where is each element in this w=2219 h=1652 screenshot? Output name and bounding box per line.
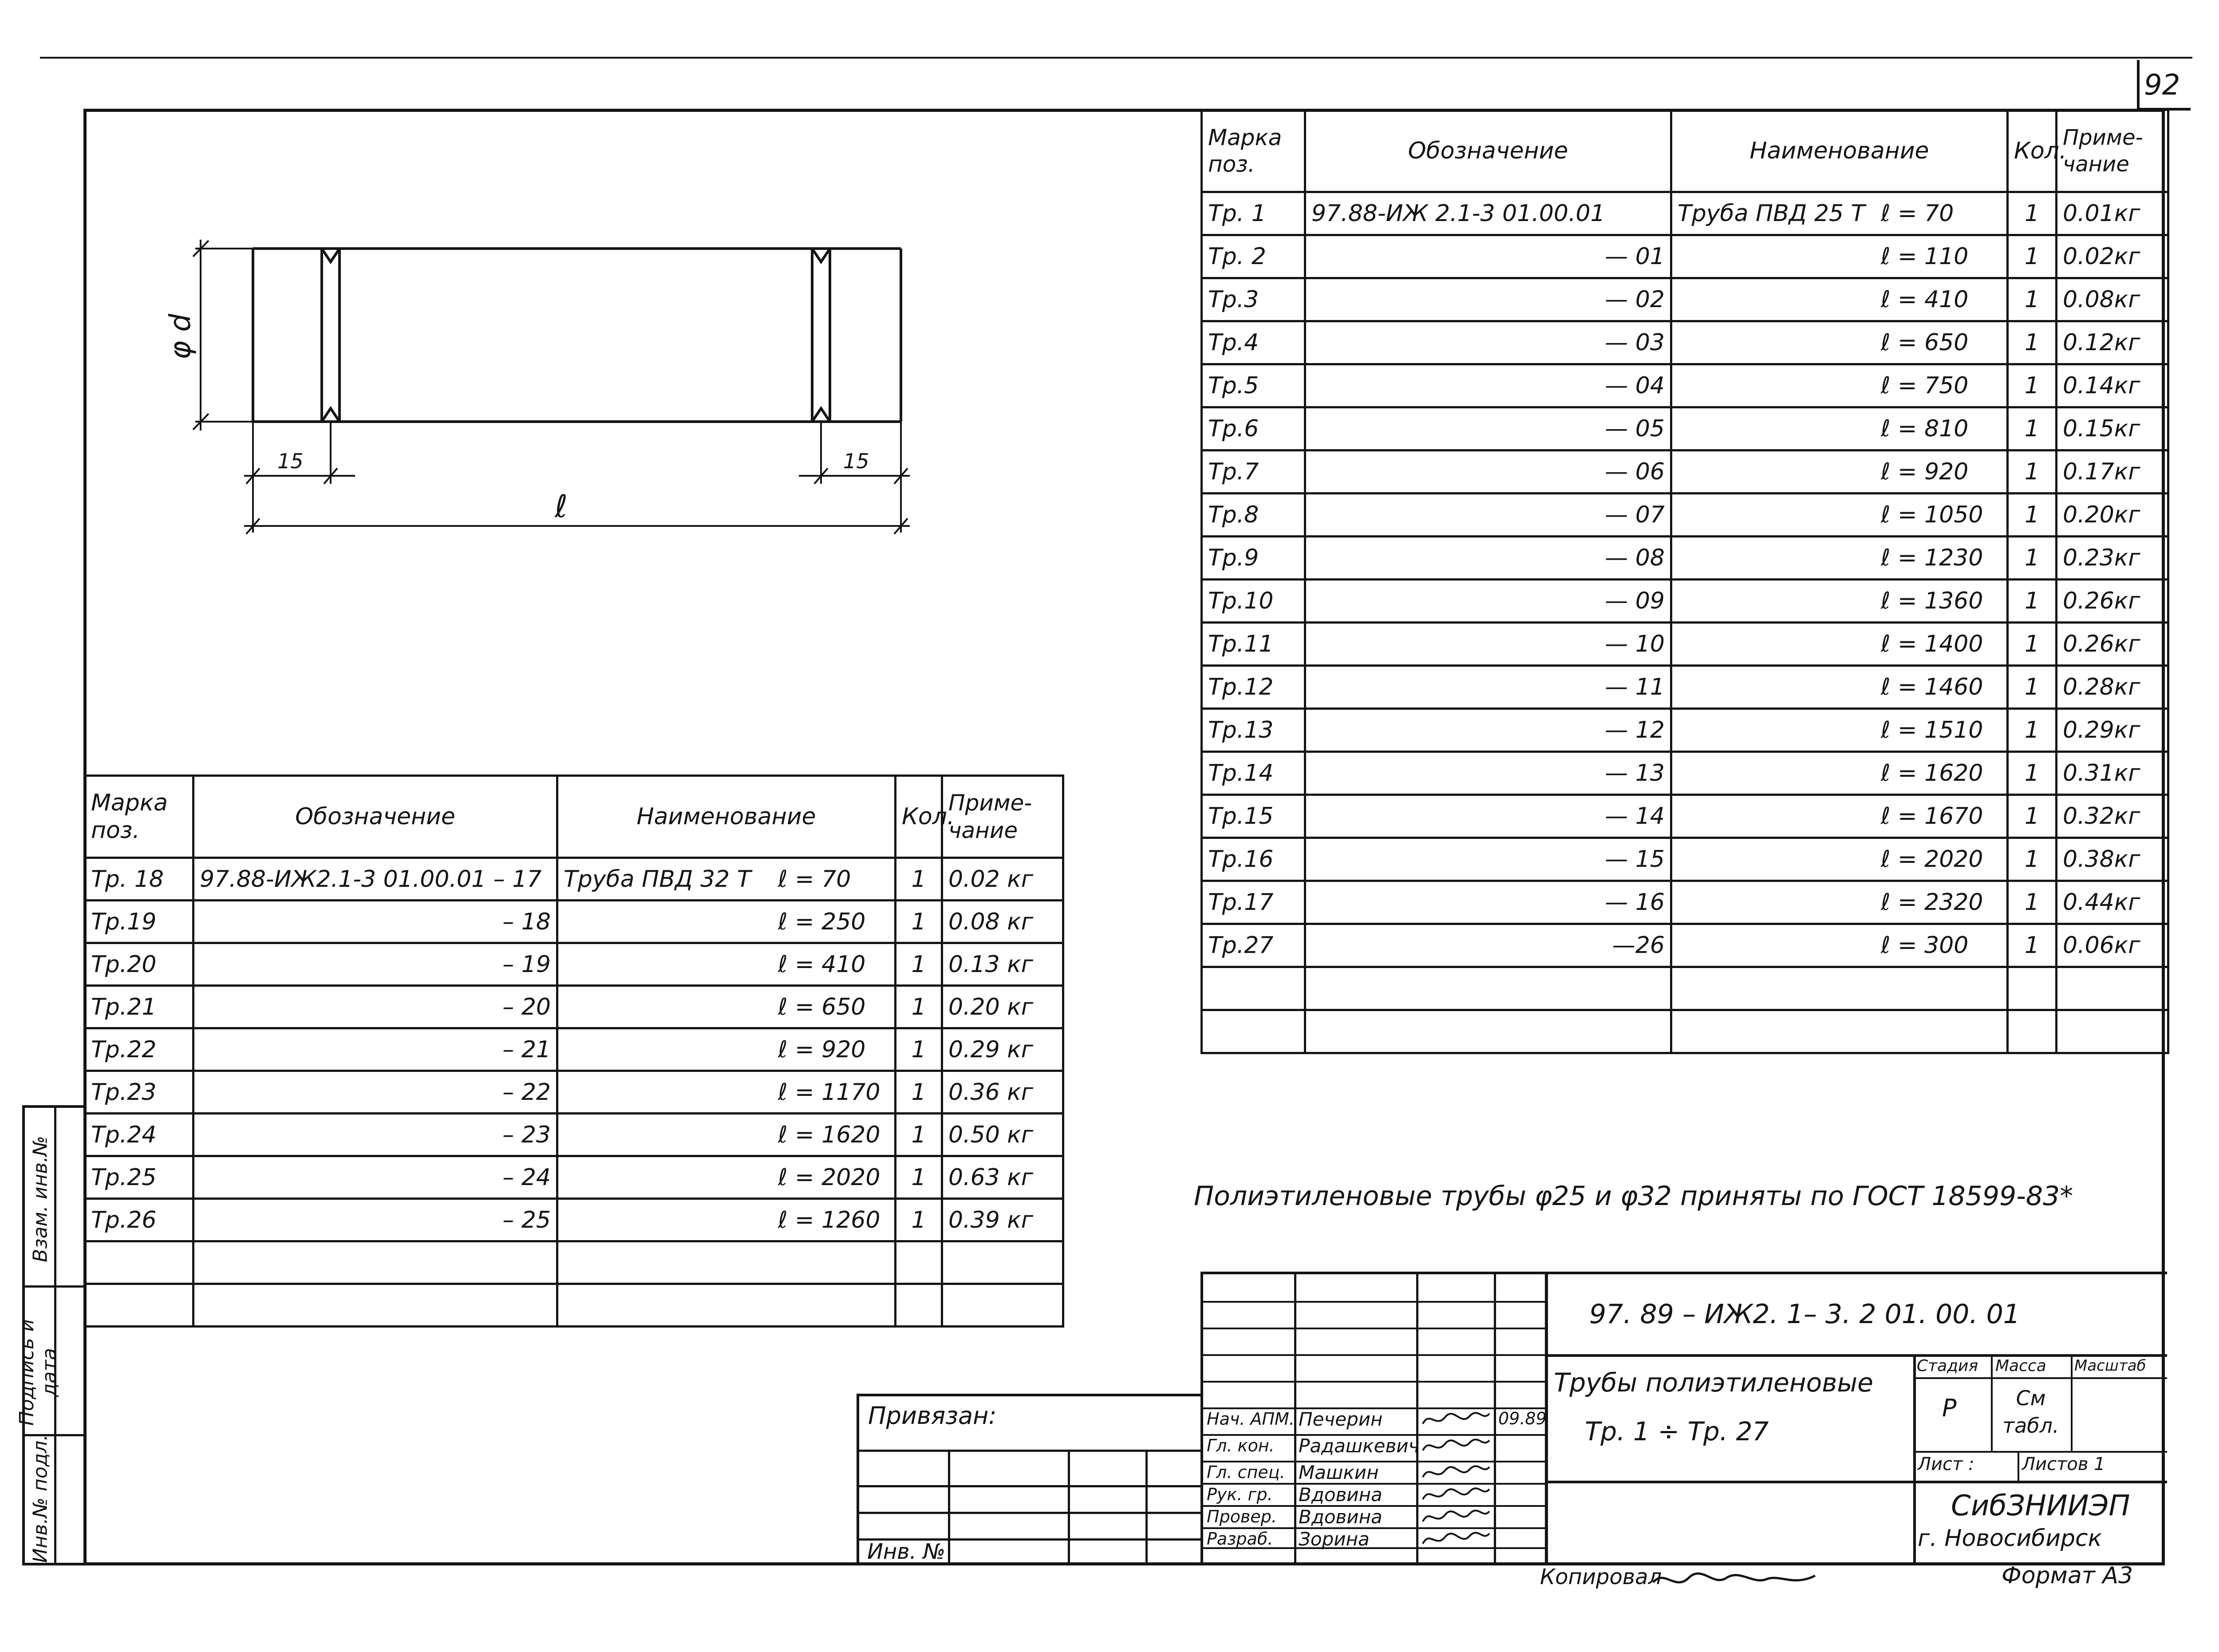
table-row [1202,580,2168,623]
pipe-name: Труба ПВД 32 Т [564,866,751,893]
title-block [1200,1272,2167,1565]
cell-qty [896,1241,942,1284]
scale-label: Масштаб [2074,1357,2146,1375]
header-qty: Кол. [896,776,942,858]
cell-note: 0.01кг [2057,192,2168,235]
table-row [85,1241,1063,1284]
cell-designation: – 21 [193,1028,557,1071]
cell-pos-mark: Тр.5 [1202,364,1305,407]
cell-pos-mark: Тр.12 [1202,666,1305,709]
top-guide-line [40,57,2192,59]
signer-role: Нач. АПМ. [1207,1409,1295,1429]
cell-note: 0.17кг [2057,451,2168,494]
table-row [1202,795,2168,838]
pipe-length: ℓ = 1230 [1881,545,1983,571]
cell-name [1671,321,2008,364]
cell-note: 0.14кг [2057,364,2168,407]
pipe-length: ℓ = 1510 [1881,717,1983,743]
signer-role: Гл. спец. [1207,1462,1285,1482]
signature-mark [1421,1528,1492,1550]
cell-name [557,1241,896,1284]
cell-pos-mark: Тр.17 [1202,881,1305,924]
page-number-box [2137,60,2191,111]
pipe-length: ℓ = 1620 [778,1121,880,1148]
signature-mark [1421,1506,1492,1528]
cell-note: 0.13 кг [942,943,1063,986]
cell-pos-mark: Тр. 2 [1202,235,1305,278]
cell-pos-mark: Тр.16 [1202,838,1305,881]
table-row [85,1114,1063,1156]
cell-name [557,1071,896,1114]
table-row [85,1028,1063,1071]
table-row [1202,752,2168,795]
table-row [85,1156,1063,1199]
cell-name [557,1156,896,1199]
cell-designation: — 11 [1305,666,1671,709]
sign-date: 09.89 [1498,1409,1547,1428]
doc-title-line1: Трубы полиэтиленовые [1554,1367,1873,1398]
pipe-length: ℓ = 2320 [1881,889,1983,916]
signer-name: Вдовина [1299,1506,1382,1528]
cell-name [1671,623,2008,666]
cell-name [1671,364,2008,407]
table-row [1202,1010,2168,1053]
cell-name [557,1114,896,1156]
pipe-length: ℓ = 920 [1881,458,1969,485]
cell-pos-mark: Тр.15 [1202,795,1305,838]
cell-note: 0.26кг [2057,580,2168,623]
cell-pos-mark: Тр.13 [1202,709,1305,752]
gost-note: Полиэтиленовые трубы φ25 и φ32 приняты по ГОСТ 18599-83* [1194,1181,2073,1212]
cell-designation [1305,1010,1671,1053]
binding-inv-label: Инв. № [867,1539,946,1564]
pipe-length: ℓ = 410 [1881,286,1969,313]
table-row [1202,967,2168,1010]
pipe-length: ℓ = 1670 [1881,803,1983,830]
pipe-length: ℓ = 410 [778,951,866,978]
cell-pos-mark: Тр.7 [1202,451,1305,494]
dim-15-left: 15 [277,449,304,473]
header-designation: Обозначение [1305,110,1671,192]
side-strip [16,1105,87,1565]
cell-designation: — 09 [1305,580,1671,623]
table-row [1202,321,2168,364]
cell-designation: 97.88-ИЖ2.1-3 01.00.01 – 17 [193,858,557,901]
cell-note: 0.08 кг [942,901,1063,943]
pipe-length: ℓ = 70 [1881,200,1954,227]
side-sign-date: Подпись и дата [16,1319,61,1426]
pipe-length: ℓ = 110 [1881,243,1969,270]
pipe-length: ℓ = 1260 [778,1206,880,1233]
header-mark: Марка поз. [1202,110,1305,192]
cell-pos-mark: Тр.23 [85,1071,193,1114]
cell-pos-mark [85,1241,193,1284]
cell-qty: 1 [2008,924,2057,967]
pipe-length: ℓ = 810 [1881,415,1969,442]
copier-signature [1651,1567,1820,1593]
side-inv-sub: Взам. инв.№ [29,1136,52,1262]
cell-qty: 1 [2008,838,2057,881]
pipe-length: ℓ = 1170 [778,1079,880,1106]
table-row [1202,709,2168,752]
header-name: Наименование [1671,110,2008,192]
table-row [1202,537,2168,580]
cell-pos-mark: Тр.24 [85,1114,193,1156]
cell-note: 0.08кг [2057,278,2168,321]
pipe-length: ℓ = 250 [778,908,866,935]
cell-qty: 1 [2008,364,2057,407]
cell-designation [193,1241,557,1284]
signer-name: Печерин [1299,1408,1383,1430]
pipe-length: ℓ = 650 [778,993,866,1020]
cell-name [557,858,896,901]
cell-name [557,943,896,986]
cell-designation: — 08 [1305,537,1671,580]
cell-qty: 1 [2008,709,2057,752]
cell-qty: 1 [2008,795,2057,838]
cell-qty: 1 [896,943,942,986]
format-label: Формат А3 [2002,1562,2133,1589]
pipe-length: ℓ = 1400 [1881,631,1983,657]
cell-note: 0.36 кг [942,1071,1063,1114]
table-row [1202,278,2168,321]
signer-role: Провер. [1207,1507,1277,1526]
signer-role: Гл. кон. [1207,1436,1275,1455]
cell-name [1671,838,2008,881]
cell-designation: — 03 [1305,321,1671,364]
cell-qty: 1 [2008,881,2057,924]
cell-pos-mark: Тр.11 [1202,623,1305,666]
cell-note: 0.06кг [2057,924,2168,967]
cell-qty: 1 [2008,407,2057,451]
cell-designation: — 06 [1305,451,1671,494]
cell-name [557,1028,896,1071]
cell-pos-mark: Тр.9 [1202,537,1305,580]
table-row [1202,881,2168,924]
cell-name [1671,278,2008,321]
cell-qty [2008,1010,2057,1053]
cell-qty: 1 [896,986,942,1028]
cell-qty: 1 [2008,192,2057,235]
cell-pos-mark: Тр.10 [1202,580,1305,623]
cell-designation: 97.88-ИЖ 2.1-3 01.00.01 [1305,192,1671,235]
cell-note: 0.23кг [2057,537,2168,580]
pipe-length: ℓ = 2020 [778,1164,880,1191]
cell-designation: — 02 [1305,278,1671,321]
cell-designation: — 01 [1305,235,1671,278]
sheets-label: Листов 1 [2022,1454,2105,1474]
cell-note: 0.28кг [2057,666,2168,709]
cell-designation: — 16 [1305,881,1671,924]
table-row [85,1199,1063,1241]
header-qty: Кол. [2008,110,2057,192]
cell-pos-mark: Тр. 18 [85,858,193,901]
cell-name [1671,795,2008,838]
cell-designation: – 19 [193,943,557,986]
cell-note: 0.38кг [2057,838,2168,881]
table-row [85,943,1063,986]
table-row [85,858,1063,901]
dim-15-right: 15 [843,449,869,473]
cell-note: 0.44кг [2057,881,2168,924]
pipe-length: ℓ = 1050 [1881,502,1983,528]
cell-designation: – 25 [193,1199,557,1241]
stage-label: Стадия [1917,1357,1978,1375]
cell-pos-mark [1202,1010,1305,1053]
binding-label: Привязан: [868,1402,997,1430]
mass-value: См табл. [2002,1386,2059,1438]
cell-pos-mark: Тр.19 [85,901,193,943]
page-number: 92 [2144,69,2180,102]
cell-designation: — 07 [1305,494,1671,537]
cell-designation: – 18 [193,901,557,943]
cell-pos-mark: Тр.22 [85,1028,193,1071]
signer-name: Вдовина [1299,1484,1382,1506]
sheet-label: Лист : [1918,1454,1974,1474]
cell-qty: 1 [2008,278,2057,321]
org-name: СибЗНИИЭП [1951,1490,2130,1522]
cell-pos-mark: Тр.21 [85,986,193,1028]
cell-name [557,986,896,1028]
cell-designation: — 14 [1305,795,1671,838]
cell-name [1671,967,2008,1010]
cell-qty: 1 [2008,321,2057,364]
cell-designation [193,1284,557,1327]
cell-qty: 1 [2008,580,2057,623]
pipe-length: ℓ = 1460 [1881,674,1983,700]
cell-qty: 1 [896,901,942,943]
cell-note: 0.32кг [2057,795,2168,838]
pipe-name: Труба ПВД 25 Т [1678,200,1865,227]
pipe-length: ℓ = 750 [1881,372,1969,399]
table-row [1202,623,2168,666]
pipe-length: ℓ = 1360 [1881,588,1983,614]
pipe-length: ℓ = 920 [778,1036,866,1063]
pipe-drawing [164,231,923,559]
cell-qty: 1 [2008,235,2057,278]
cell-pos-mark: Тр.26 [85,1199,193,1241]
table-row [1202,838,2168,881]
cell-note: 0.26кг [2057,623,2168,666]
table-row [1202,235,2168,278]
cell-name [1671,752,2008,795]
cell-qty: 1 [896,1114,942,1156]
cell-qty: 1 [896,1028,942,1071]
cell-pos-mark: Тр.27 [1202,924,1305,967]
cell-pos-mark: Тр.3 [1202,278,1305,321]
cell-name [1671,709,2008,752]
doc-title-line2: Тр. 1 ÷ Тр. 27 [1585,1416,1769,1446]
cell-qty: 1 [2008,451,2057,494]
cell-name [1671,537,2008,580]
signature-mark [1421,1435,1492,1457]
cell-note: 0.50 кг [942,1114,1063,1156]
signature-mark [1421,1462,1492,1484]
cell-name [1671,407,2008,451]
cell-note: 0.20 кг [942,986,1063,1028]
copied-label: Копировал [1540,1565,1662,1589]
header-mark: Марка поз. [85,776,193,858]
cell-name [1671,924,2008,967]
cell-name [1671,580,2008,623]
cell-pos-mark [1202,967,1305,1010]
header-note: Приме-чание [2057,110,2168,192]
table-row [85,1284,1063,1327]
table-row [1202,192,2168,235]
cell-designation: — 15 [1305,838,1671,881]
cell-note [942,1284,1063,1327]
cell-name [557,1199,896,1241]
cell-note: 0.29кг [2057,709,2168,752]
cell-qty: 1 [896,1071,942,1114]
binding-block [857,1394,1203,1565]
cell-note: 0.02кг [2057,235,2168,278]
signature-mark [1421,1484,1492,1506]
table-row [1202,407,2168,451]
table-row [1202,364,2168,407]
signer-role: Разраб. [1207,1529,1273,1549]
cell-note: 0.31кг [2057,752,2168,795]
diameter-label: φ d [164,313,197,360]
cell-name [1671,1010,2008,1053]
cell-note [2057,1010,2168,1053]
cell-qty [896,1284,942,1327]
cell-designation: — 13 [1305,752,1671,795]
cell-qty: 1 [896,858,942,901]
cell-name [557,901,896,943]
cell-note: 0.39 кг [942,1199,1063,1241]
pipe-length: ℓ = 650 [1881,329,1969,356]
cell-note: 0.20кг [2057,494,2168,537]
table-row [85,901,1063,943]
cell-name [1671,192,2008,235]
cell-name [1671,881,2008,924]
side-inv-orig: Инв.№ подл. [29,1434,52,1563]
pipe-length: ℓ = 2020 [1881,846,1983,873]
cell-pos-mark: Тр.20 [85,943,193,986]
cell-qty: 1 [2008,752,2057,795]
cell-designation [1305,967,1671,1010]
cell-note: 0.12кг [2057,321,2168,364]
cell-designation: – 20 [193,986,557,1028]
length-label: ℓ [555,488,568,525]
cell-note [2057,967,2168,1010]
cell-note [942,1241,1063,1284]
signer-name: Машкин [1299,1462,1379,1483]
cell-qty: 1 [2008,666,2057,709]
pipe-length: ℓ = 300 [1881,932,1969,959]
cell-qty: 1 [2008,494,2057,537]
cell-pos-mark: Тр. 1 [1202,192,1305,235]
cell-qty: 1 [896,1199,942,1241]
mass-label: Масса [1995,1357,2046,1375]
signer-name: Зорина [1299,1528,1370,1550]
header-designation: Обозначение [193,776,557,858]
cell-note: 0.29 кг [942,1028,1063,1071]
cell-note: 0.63 кг [942,1156,1063,1199]
cell-note: 0.02 кг [942,858,1063,901]
table-row [1202,494,2168,537]
cell-designation: —26 [1305,924,1671,967]
org-city: г. Новосибирск [1918,1525,2102,1552]
signer-name: Радашкевич [1299,1435,1420,1457]
cell-qty: 1 [2008,537,2057,580]
doc-code: 97. 89 – ИЖ2. 1– 3. 2 01. 00. 01 [1589,1299,2020,1330]
table-row [85,1071,1063,1114]
pipe-length: ℓ = 70 [778,866,851,893]
cell-pos-mark [85,1284,193,1327]
cell-name [1671,451,2008,494]
cell-qty: 1 [896,1156,942,1199]
cell-designation: — 04 [1305,364,1671,407]
cell-designation: — 12 [1305,709,1671,752]
cell-designation: – 24 [193,1156,557,1199]
table-row [1202,451,2168,494]
table-row [85,986,1063,1028]
cell-name [1671,235,2008,278]
cell-designation: — 05 [1305,407,1671,451]
header-name: Наименование [557,776,896,858]
cell-name [557,1284,896,1327]
cell-pos-mark: Тр.25 [85,1156,193,1199]
signer-role: Рук. гр. [1207,1485,1273,1504]
pipe-length: ℓ = 1620 [1881,760,1983,786]
cell-name [1671,494,2008,537]
cell-qty [2008,967,2057,1010]
cell-qty: 1 [2008,623,2057,666]
cell-designation: – 22 [193,1071,557,1114]
cell-pos-mark: Тр.8 [1202,494,1305,537]
header-note: Приме-чание [942,776,1063,858]
spec-table-left [83,775,1064,1328]
cell-pos-mark: Тр.6 [1202,407,1305,451]
cell-name [1671,666,2008,709]
table-row [1202,924,2168,967]
stage-value: Р [1942,1394,1957,1422]
cell-pos-mark: Тр.4 [1202,321,1305,364]
cell-designation: — 10 [1305,623,1671,666]
spec-table-right [1200,109,2169,1054]
cell-designation: – 23 [193,1114,557,1156]
cell-note: 0.15кг [2057,407,2168,451]
signature-mark [1421,1408,1492,1431]
cell-pos-mark: Тр.14 [1202,752,1305,795]
table-row [1202,666,2168,709]
